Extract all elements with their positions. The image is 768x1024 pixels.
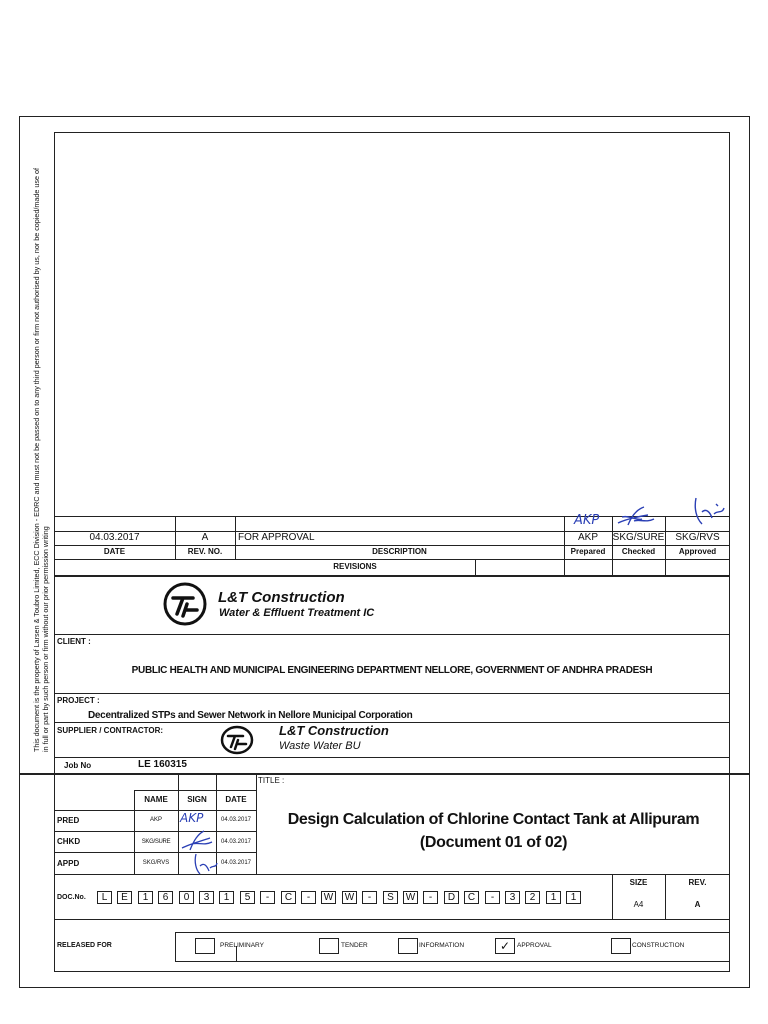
company-name: L&T Construction <box>218 589 345 606</box>
construction-label: CONSTRUCTION <box>632 942 685 949</box>
doc-no-char: - <box>485 891 500 904</box>
doc-no-char: W <box>342 891 357 904</box>
appr-name: SKG/RVS <box>142 860 170 866</box>
appr-date: 04.03.2017 <box>220 839 252 845</box>
doc-no-char: - <box>423 891 438 904</box>
doc-no-char: 3 <box>199 891 214 904</box>
title-line1: Design Calculation of Chlorine Contact Tank at Allipuram <box>287 811 700 828</box>
doc-no-char: 1 <box>566 891 581 904</box>
title-line2: (Document 01 of 02) <box>419 834 568 851</box>
doc-no-char: L <box>97 891 112 904</box>
project-name: Decentralized STPs and Sewer Network in Nellore Municipal Corporation <box>88 710 413 721</box>
client-label: CLIENT : <box>57 637 91 646</box>
doc-no-char: E <box>117 891 132 904</box>
appr-hdr-date: DATE <box>225 795 247 804</box>
appr-role: CHKD <box>57 837 81 846</box>
chkd-signature <box>180 828 214 854</box>
doc-no-char: S <box>383 891 398 904</box>
appr-date: 04.03.2017 <box>220 817 252 823</box>
lt-logo <box>163 582 207 626</box>
doc-no-char: W <box>403 891 418 904</box>
job-label: Job No <box>64 761 92 770</box>
rev-number: A <box>201 532 209 543</box>
doc-no-char: 5 <box>240 891 255 904</box>
appr-sign: AKP <box>180 811 204 825</box>
prepared-signature: AKP <box>574 513 600 528</box>
hdr-date: DATE <box>103 547 126 556</box>
approval-checkbox[interactable]: ✓ <box>495 938 515 954</box>
appr-hdr-name: NAME <box>144 795 168 804</box>
doc-no-char: W <box>321 891 336 904</box>
doc-no-char: D <box>444 891 459 904</box>
preliminary-checkbox[interactable] <box>195 938 215 954</box>
appr-hdr-sign: SIGN <box>187 795 207 804</box>
doc-no-char: 1 <box>546 891 561 904</box>
doc-no-char: - <box>260 891 275 904</box>
supplier-logo <box>220 725 254 755</box>
hdr-rev: REV. NO. <box>187 547 223 556</box>
rev-approved: SKG/RVS <box>675 532 720 543</box>
rev-description: FOR APPROVAL <box>238 532 315 543</box>
appr-name: AKP <box>149 817 162 823</box>
doc-no-label: DOC.No. <box>57 894 86 901</box>
hdr-approved: Approved <box>678 547 717 556</box>
tender-checkbox[interactable] <box>319 938 339 954</box>
doc-no-char: C <box>464 891 479 904</box>
rev-prepared: AKP <box>577 532 598 543</box>
appd-signature <box>190 852 218 876</box>
appr-date: 04.03.2017 <box>220 860 252 866</box>
construction-checkbox[interactable] <box>611 938 631 954</box>
rev-value: A <box>694 900 701 909</box>
doc-no-char: 1 <box>219 891 234 904</box>
appr-role: APPD <box>57 859 80 868</box>
doc-no-char: - <box>301 891 316 904</box>
appr-role: PRED <box>57 816 80 825</box>
hdr-description: DESCRIPTION <box>372 547 427 556</box>
revisions-label: REVISIONS <box>333 562 377 571</box>
side-disclaimer-line2: in full or part by such person or firm without our prior permission writing <box>41 526 50 752</box>
hdr-prepared: Prepared <box>570 547 606 556</box>
company-unit: Water & Effluent Treatment IC <box>219 607 375 619</box>
supplier-unit: Waste Water BU <box>279 740 361 752</box>
supplier-label: SUPPLIER / CONTRACTOR: <box>57 726 164 735</box>
doc-no-char: 0 <box>179 891 194 904</box>
approval-label: APPROVAL <box>517 942 552 949</box>
tender-label: TENDER <box>341 942 368 949</box>
hdr-checked: Checked <box>621 547 656 556</box>
appr-name: SKG/SURE <box>141 839 171 845</box>
doc-no-char: 2 <box>525 891 540 904</box>
doc-no-char: - <box>362 891 377 904</box>
supplier-name: L&T Construction <box>279 723 389 738</box>
doc-no-char: 1 <box>138 891 153 904</box>
released-label: RELEASED FOR <box>57 942 112 949</box>
size-label: SIZE <box>629 878 648 887</box>
title-label: TITLE : <box>258 776 285 785</box>
doc-no-char: 3 <box>505 891 520 904</box>
information-label: INFORMATION <box>419 942 465 949</box>
rev-checked: SKG/SURE <box>612 532 665 543</box>
rev-label: REV. <box>688 878 707 887</box>
size-value: A4 <box>633 900 644 909</box>
job-value: LE 160315 <box>138 759 187 770</box>
project-label: PROJECT : <box>57 696 100 705</box>
checked-signature <box>614 503 664 531</box>
preliminary-label: PRELIMINARY <box>220 942 264 949</box>
rev-date: 04.03.2017 <box>89 532 140 543</box>
approved-signature <box>688 494 728 530</box>
doc-no-char: C <box>281 891 296 904</box>
doc-no-char: 6 <box>158 891 173 904</box>
information-checkbox[interactable] <box>398 938 418 954</box>
client-name: PUBLIC HEALTH AND MUNICIPAL ENGINEERING DEPARTMENT NELLORE, GOVERNMENT OF ANDHRA PRADESH <box>131 665 653 676</box>
side-disclaimer-line1: This document is the property of Larsen & Toubro Limited, ECC Division - EDRC and must not be passed on to any third person or firm not authorised by us, nor be copied/made use of <box>32 168 41 752</box>
